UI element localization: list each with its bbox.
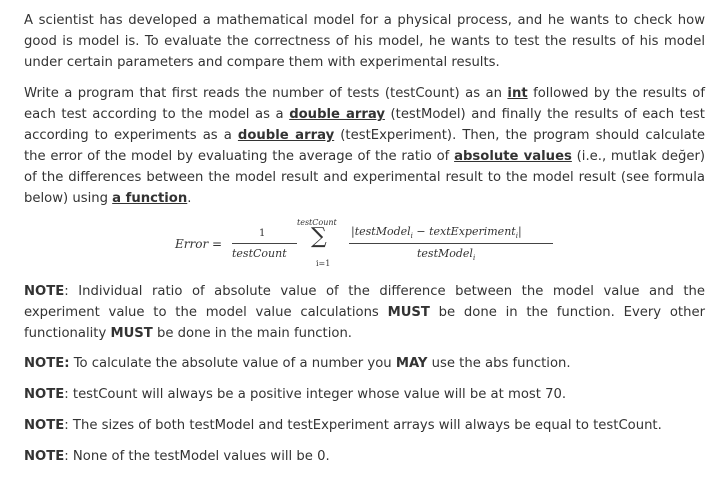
formula-sum-lower-limit: i=1 — [316, 259, 331, 268]
note-1 — [24, 281, 705, 344]
keyword-double-array-2: double array — [237, 128, 335, 143]
error-formula — [175, 218, 575, 276]
keyword-double-array-1: double array — [289, 107, 385, 122]
formula-num-c: | — [517, 225, 522, 238]
note-2-text-2: use the abs function. — [427, 356, 571, 371]
formula-numerator — [351, 225, 522, 240]
note-2-may: MAY — [395, 356, 428, 371]
task-text-5: (i.e., mutlak değer) of the differences between the model result and experimental result to the model result (see formula below) using — [24, 149, 706, 206]
formula-den-sub: i — [472, 254, 476, 263]
note-1-text-3: be done in the main function. — [152, 326, 353, 341]
formula-num-a: |testModel — [351, 225, 411, 238]
note-2 — [24, 353, 705, 374]
formula-num-sub-a: i — [410, 232, 413, 241]
formula-num-sub-b: i — [515, 232, 518, 241]
formula-coef-fraction-bar — [232, 243, 297, 244]
task-text-2: followed by the results of each test according to the model as a — [24, 86, 706, 122]
note-5-label: NOTE — [24, 449, 65, 464]
note-2-label: NOTE: — [24, 356, 70, 371]
note-4-label: NOTE — [24, 418, 65, 433]
formula-sum-symbol: ∑ — [311, 224, 327, 249]
note-3-text: : testCount will always be a positive integer whose value will be at most 70. — [64, 387, 567, 402]
note-2-text-1: To calculate the absolute value of a number you — [69, 356, 396, 371]
task-text-6: . — [187, 191, 192, 206]
formula-denominator — [417, 247, 475, 262]
task-text-1: Write a program that first reads the number of tests (testCount) as an — [24, 86, 508, 101]
note-5-text: : None of the testModel values will be 0. — [64, 449, 330, 464]
note-1-text-1: : Individual ratio of absolute value of the difference between the model value and the experiment value to the model value calculations — [24, 284, 705, 320]
note-1-text-2: be done in the function. Every other functionality — [24, 305, 705, 341]
note-3 — [24, 384, 705, 405]
formula-den-a: testModel — [417, 247, 473, 260]
task-text-3: (testModel) and finally the results of each test according to experiments as a — [24, 107, 705, 143]
formula-coef-denominator: testCount — [232, 247, 287, 260]
formula-lhs: Error = — [175, 237, 223, 251]
note-4-text: : The sizes of both testModel and testExperiment arrays will always be equal to testCount. — [64, 418, 662, 433]
note-5 — [24, 446, 705, 467]
formula-num-b: − textExperiment — [412, 225, 516, 238]
formula-coef-numerator: 1 — [259, 228, 266, 239]
note-3-label: NOTE — [24, 387, 65, 402]
formula-main-fraction-bar — [349, 243, 553, 244]
keyword-int: int — [507, 86, 528, 101]
task-text-4: (testExperiment). Then, the program should calculate the error of the model by evaluating the average of the ratio of — [24, 128, 706, 164]
formula-sum-upper-limit: testCount — [297, 218, 337, 227]
keyword-absolute-values: absolute values — [454, 149, 572, 164]
keyword-a-function: a function — [112, 191, 188, 206]
note-1-must-1: MUST — [387, 305, 430, 320]
note-4 — [24, 415, 705, 436]
intro-paragraph: A scientist has developed a mathematical model for a physical process, and he wants to check how good is model is. To evaluate the correctness of his model, he wants to test the results of his model under certain parameters and compare them with experimental results. — [24, 13, 705, 70]
note-1-label: NOTE — [24, 284, 65, 299]
note-1-must-2: MUST — [110, 326, 153, 341]
task-paragraph — [24, 83, 705, 209]
